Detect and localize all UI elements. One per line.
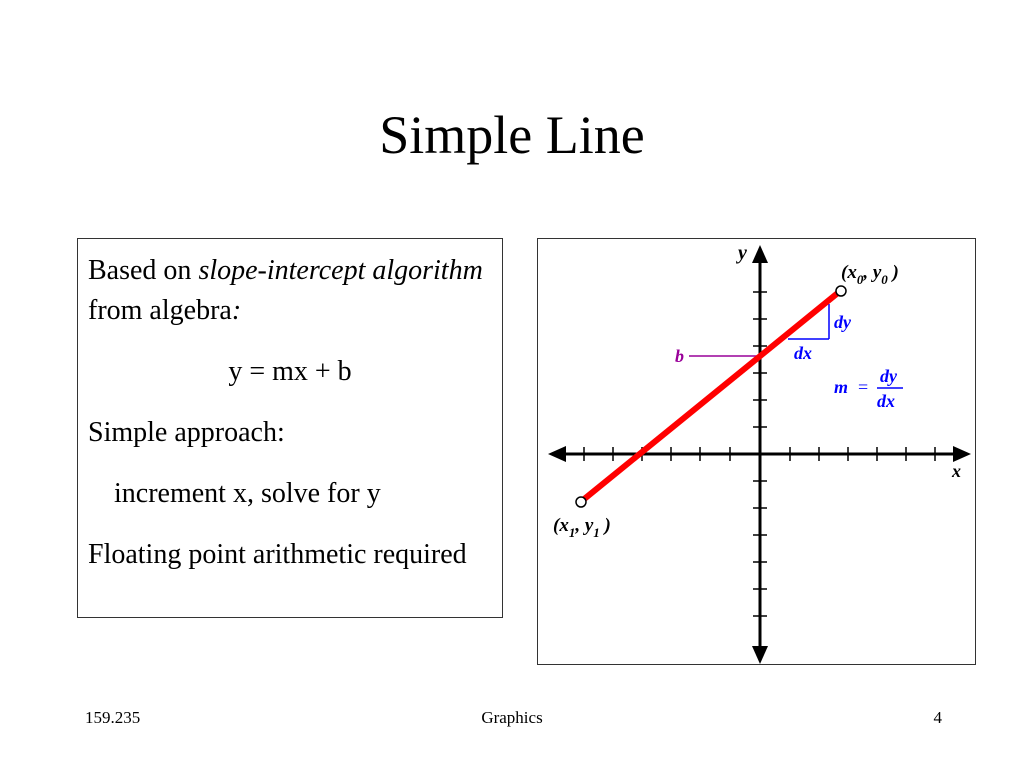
intro-prefix: Based on: [88, 255, 199, 286]
dy-label: dy: [834, 312, 851, 332]
plotted-line: [583, 292, 839, 500]
slope-triangle: [788, 304, 829, 339]
slope-m: m: [834, 377, 849, 397]
slope-denominator: dx: [877, 391, 895, 411]
footer-topic: Graphics: [481, 708, 543, 727]
note-paragraph: Floating point arithmetic required: [88, 539, 467, 570]
footer-course: 159.235: [85, 708, 141, 727]
text-box: [77, 238, 503, 618]
slope-equals: =: [858, 377, 869, 397]
intercept-label: b: [675, 346, 684, 366]
x-axis-arrow-right: [953, 446, 971, 462]
slope-numerator: dy: [880, 366, 897, 386]
p1-label: ($x_1$, $y_1$ ): [553, 515, 611, 540]
footer-page-number: 4: [933, 708, 942, 727]
y-axis-label: y: [738, 242, 747, 264]
intro-paragraph: [88, 251, 492, 331]
x-axis-arrow-left: [548, 446, 566, 462]
x-axis-label: x: [952, 461, 961, 481]
intro-suffix: from algebra: [88, 295, 232, 326]
endpoint-p1: [576, 497, 586, 507]
line-diagram: [537, 238, 976, 665]
endpoint-p0: [836, 286, 846, 296]
intro-italic: slope-intercept algorithm: [198, 255, 483, 286]
intro-colon: :: [231, 295, 242, 326]
dx-label: dx: [794, 343, 812, 363]
y-axis-arrow-down: [752, 646, 768, 664]
equation: y = mx + b: [228, 356, 352, 387]
approach-label: Simple approach:: [88, 417, 285, 448]
p0-label: ($x_0$, $y_0$ ): [841, 262, 899, 287]
y-axis-arrow-up: [752, 245, 768, 263]
slide-title: Simple Line: [379, 105, 645, 165]
approach-step: increment x, solve for y: [114, 478, 381, 509]
